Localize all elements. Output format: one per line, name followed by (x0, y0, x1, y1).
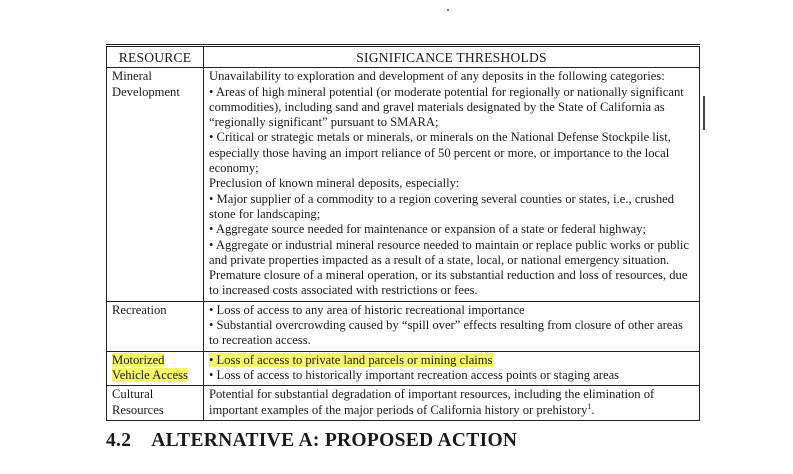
threshold-line: • Areas of high mineral potential (or moderate potential for regionally or nationally significant (209, 84, 684, 99)
threshold-line: • Critical or strategic metals or minerals, or minerals on the National Defense Stockpile list, (209, 130, 671, 145)
threshold-line: Preclusion of known mineral deposits, especially: (209, 176, 460, 191)
trailing-period: . (591, 402, 595, 417)
threshold-cell-motorized-vehicle-access (204, 351, 700, 386)
threshold-line: • Major supplier of a commodity to a region covering several counties or states, i.e., crushed (209, 191, 674, 206)
footnote-marker[interactable]: 1 (587, 401, 592, 411)
threshold-line: Premature closure of a mineral operation, or its substantial reduction and loss of resources, due (209, 268, 688, 283)
resource-name-line: Resources (112, 402, 164, 417)
resource-name-line: Motorized (112, 352, 165, 367)
resource-name-line: Mineral (112, 69, 152, 84)
resource-name-line: Vehicle Access (112, 367, 188, 382)
section-heading (106, 430, 517, 452)
table-row (107, 68, 700, 301)
threshold-line: to increased costs associated with restrictions or fees. (209, 283, 478, 298)
table-row (107, 386, 700, 421)
threshold-line: • Loss of access to any area of historic recreational importance (209, 302, 525, 317)
threshold-line: “regionally significant” pursuant to SMARA; (209, 115, 439, 130)
threshold-cell-mineral-development (204, 68, 700, 301)
table-row (107, 301, 700, 351)
header-thresholds: SIGNIFICANCE THRESHOLDS (204, 46, 700, 68)
threshold-line: Potential for substantial degradation of important resources, including the elimination of (209, 387, 655, 402)
resource-cell-motorized-vehicle-access (107, 351, 204, 386)
resource-cell-mineral-development (107, 68, 204, 301)
resource-name-line: Development (112, 84, 180, 99)
resource-name-line: Cultural (112, 387, 154, 402)
threshold-line: to recreation access. (209, 333, 311, 348)
highlighted-threshold-line: • Loss of access to private land parcels or mining claims (209, 352, 493, 367)
threshold-line: • Aggregate source needed for maintenance or expansion of a state or federal highway; (209, 222, 646, 237)
section-title: ALTERNATIVE A: PROPOSED ACTION (151, 430, 518, 451)
threshold-line: economy; (209, 161, 259, 176)
speck-mark (447, 9, 449, 11)
resource-cell-recreation (107, 301, 204, 351)
header-resource: RESOURCE (107, 46, 204, 68)
threshold-cell-recreation (204, 301, 700, 351)
section-number: 4.2 (106, 430, 132, 451)
threshold-line: Unavailability to exploration and development of any deposits in the following categories: (209, 69, 665, 84)
threshold-line: • Aggregate or industrial mineral resource needed to maintain or replace public works or public (209, 237, 690, 252)
table-header-row (107, 46, 700, 68)
resource-cell-cultural-resources (107, 386, 204, 421)
resource-name-line: Recreation (112, 302, 167, 317)
threshold-line: stone for landscaping; (209, 206, 321, 221)
threshold-line: and private properties impacted as a result of a state, local, or national emergency situation. (209, 252, 670, 267)
threshold-line: important examples of the major periods of California history or prehistory (209, 402, 588, 417)
margin-change-bar (703, 96, 705, 130)
threshold-cell-cultural-resources (204, 386, 700, 421)
threshold-line: commodities), including sand and gravel materials designated by the State of California as (209, 99, 665, 114)
threshold-line: especially those having an import reliance of 50 percent or more, or importance to the local (209, 145, 670, 160)
significance-thresholds-table (106, 44, 700, 421)
threshold-line: • Loss of access to historically important recreation access points or staging areas (209, 367, 620, 382)
table-row (107, 351, 700, 386)
threshold-line: • Substantial overcrowding caused by “spill over” effects resulting from closure of other areas (209, 318, 683, 333)
threshold-line-with-footnote (209, 403, 694, 418)
